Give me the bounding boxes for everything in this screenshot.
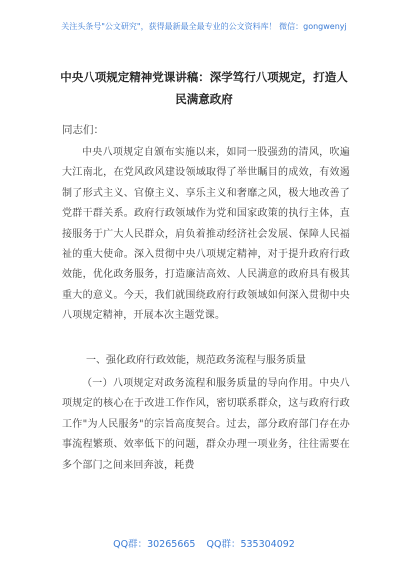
section-heading-1: 一、强化政府行政效能，规范政务流程与服务质量	[86, 355, 306, 366]
footer-contact	[0, 536, 408, 550]
footer-qq-group-1: QQ群：30265665	[113, 539, 196, 550]
paragraph-2: （一）八项规定对政务流程和服务质量的导向作用。中央八项规定的核心在于改进工作作风，密切联系群众，这与政府行政工作"为人民服务"的宗旨高度契合。过去，部分政府部门存在办事流程繁琐、效率低下的问题，群众办理一项业务，往往需要在多个部门之间来回奔波，耗费	[62, 378, 350, 471]
greeting: 同志们：	[62, 124, 104, 136]
paragraph-1: 中央八项规定自颁布实施以来，如同一股强劲的清风，吹遍大江南北，在党风政风建设领域取得了举世瞩目的成效，有效遏制了形式主义、官僚主义、享乐主义和奢靡之风，极大地改善了党群干群关系。政府行政领域作为党和国家政策的执行主体，直接服务于广大人民群众，肩负着推动经济社会发展、保障人民福祉的重大使命。深入贯彻中央八项规定精神，对于提升政府行政效能，优化政务服务，打造廉洁高效、人民满意的政府具有极其重大的意义。今天，我们就围绕政府行政领域如何深入贯彻中央八项规定精神，开展本次主题党课。	[62, 147, 350, 322]
header-banner: 关注头条号"公文研究"，获得最新最全最专业的公文资料库！ 微信：gongwenyj	[61, 22, 347, 31]
footer-qq-group-2: QQ群：535304092	[206, 539, 295, 550]
document-title: 中央八项规定精神党课讲稿：深学笃行八项规定，打造人民满意政府	[60, 70, 348, 106]
